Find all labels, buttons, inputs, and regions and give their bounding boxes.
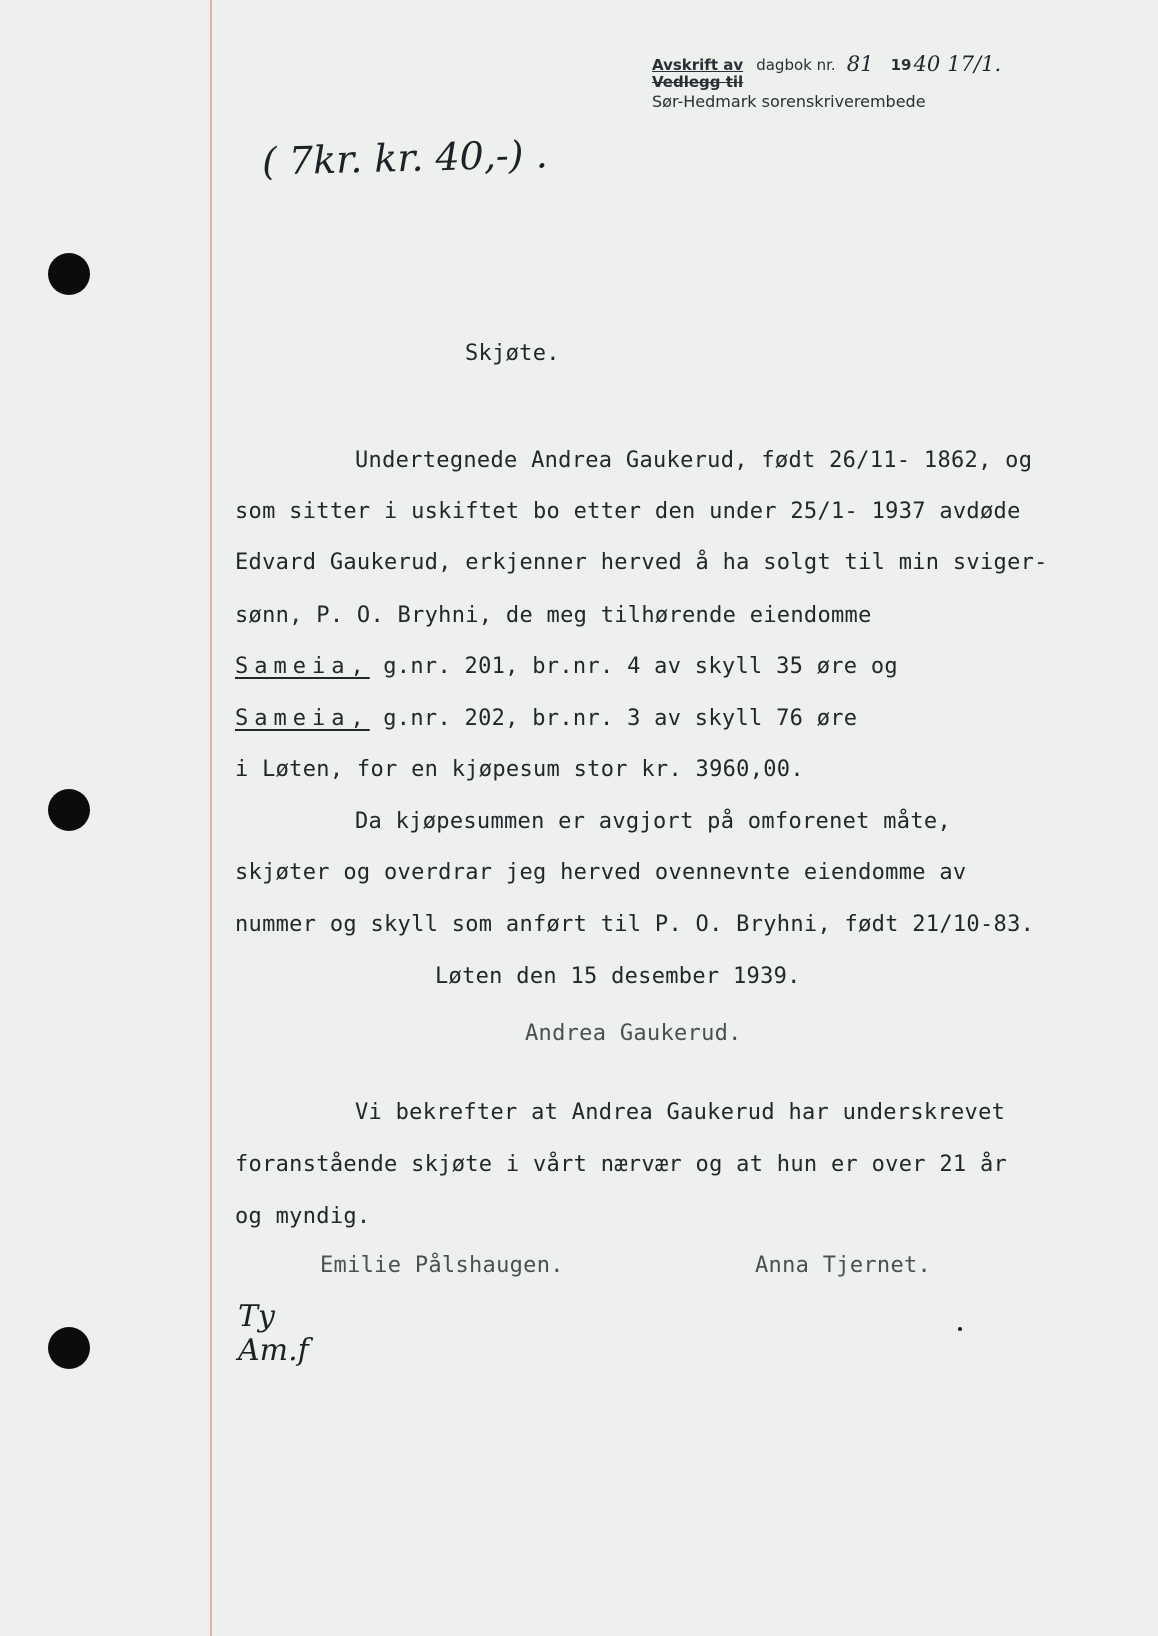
witness-line: foranstående skjøte i vårt nærvær og at hun er over 21 år	[235, 1152, 1008, 1177]
body-line: som sitter i uskiftet bo etter den under 25/1- 1937 avdøde	[235, 499, 1021, 524]
body-line: Undertegnede Andrea Gaukerud, født 26/11- 1862, og	[355, 448, 1033, 473]
stamp-year-prefix: 19	[890, 56, 912, 74]
body-line: skjøter og overdrar jeg herved ovennevnte eiendomme av	[235, 860, 967, 885]
body-line: sønn, P. O. Bryhni, de meg tilhørende eiendomme	[235, 603, 872, 628]
punch-hole	[48, 789, 90, 831]
registry-stamp	[652, 52, 1002, 111]
stamp-dagbok-number: 81	[846, 52, 874, 76]
property-name: Sameia,	[235, 706, 370, 731]
document-title: Skjøte.	[465, 341, 560, 366]
stamp-vedlegg: Vedlegg til	[652, 73, 744, 91]
body-line: Da kjøpesummen er avgjort på omforenet måte,	[355, 809, 951, 834]
body-line: i Løten, for en kjøpesum stor kr. 3960,00.	[235, 757, 804, 782]
body-line: nummer og skyll som anført til P. O. Bryhni, født 21/10-83.	[235, 912, 1035, 937]
stamp-year-suffix: 40	[913, 52, 941, 76]
witness-line: Vi bekrefter at Andrea Gaukerud har underskrevet	[355, 1100, 1006, 1125]
witness-signature-1: Emilie Pålshaugen.	[320, 1253, 564, 1278]
body-line: Edvard Gaukerud, erkjenner herved å ha solgt til min sviger-	[235, 550, 1048, 575]
handwritten-fee-note: ( 7kr. kr. 40,-) .	[261, 132, 549, 184]
witness-line: og myndig.	[235, 1204, 371, 1229]
property-name: Sameia,	[235, 654, 370, 679]
property-line	[235, 706, 857, 731]
handwritten-initials: Ty Am.f	[238, 1299, 309, 1368]
margin-rule	[210, 0, 212, 1636]
punch-hole	[48, 253, 90, 295]
witness-signature-2: Anna Tjernet.	[755, 1253, 932, 1278]
stamp-dagbok-label: dagbok nr.	[756, 56, 836, 74]
date-line: Løten den 15 desember 1939.	[435, 964, 801, 989]
property-line	[235, 654, 898, 679]
punch-hole	[48, 1327, 90, 1369]
seller-signature: Andrea Gaukerud.	[525, 1021, 742, 1046]
property-details: g.nr. 201, br.nr. 4 av skyll 35 øre og	[383, 654, 898, 679]
stamp-office: Sør-Hedmark sorenskriverembede	[652, 92, 926, 111]
property-details: g.nr. 202, br.nr. 3 av skyll 76 øre	[383, 706, 858, 731]
ink-dot	[958, 1327, 962, 1331]
stamp-date: 17/1.	[947, 52, 1002, 76]
stamp-avskrift: Avskrift av	[652, 56, 744, 74]
stamp-header-row	[652, 52, 1002, 91]
